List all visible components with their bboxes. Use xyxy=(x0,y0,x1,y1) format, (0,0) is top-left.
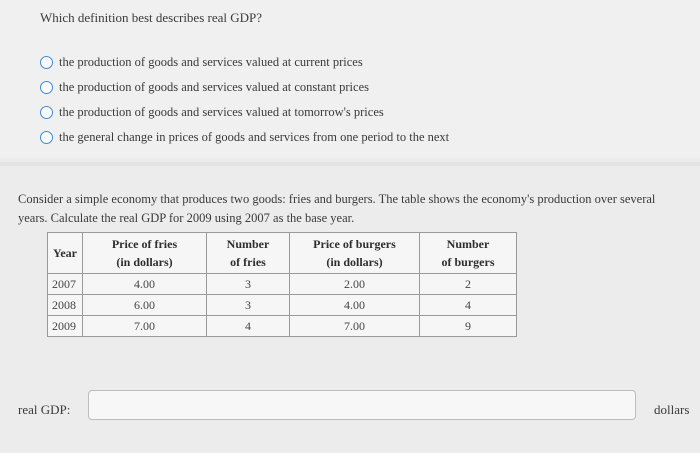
question-card xyxy=(0,0,700,158)
answer-options xyxy=(40,50,449,150)
cell-year: 2008 xyxy=(48,295,83,316)
cell-number-burgers: 4 xyxy=(420,295,517,316)
radio-button[interactable] xyxy=(40,81,53,94)
cell-price-fries: 4.00 xyxy=(83,274,207,295)
header-price-burgers: Price of burgers (in dollars) xyxy=(290,233,420,274)
question-text: Which definition best describes real GDP? xyxy=(40,10,263,25)
option-label: the production of goods and services valued at constant prices xyxy=(59,80,369,94)
section-divider xyxy=(0,162,700,166)
cell-price-burgers: 7.00 xyxy=(290,316,420,337)
cell-price-fries: 6.00 xyxy=(83,295,207,316)
radio-button[interactable] xyxy=(40,106,53,119)
cell-year: 2009 xyxy=(48,316,83,337)
cell-year: 2007 xyxy=(48,274,83,295)
cell-number-fries: 3 xyxy=(207,295,290,316)
radio-button[interactable] xyxy=(40,131,53,144)
table-row xyxy=(48,316,517,337)
header-price-fries: Price of fries (in dollars) xyxy=(83,233,207,274)
cell-price-fries: 7.00 xyxy=(83,316,207,337)
cell-number-burgers: 9 xyxy=(420,316,517,337)
table-row xyxy=(48,274,517,295)
option-constant-prices[interactable] xyxy=(40,75,449,100)
header-number-fries: Number of fries xyxy=(207,233,290,274)
option-current-prices[interactable] xyxy=(40,50,449,75)
cell-price-burgers: 4.00 xyxy=(290,295,420,316)
cell-price-burgers: 2.00 xyxy=(290,274,420,295)
table-row xyxy=(48,295,517,316)
option-label: the production of goods and services valued at tomorrow's prices xyxy=(59,105,384,119)
problem-statement: Consider a simple economy that produces two goods: fries and burgers. The table shows the economy's production over several years. Calculate the real GDP for 2009 using 2007 as the base year. xyxy=(18,192,656,225)
radio-button[interactable] xyxy=(40,56,53,69)
option-label: the production of goods and services valued at current prices xyxy=(59,55,363,69)
cell-number-fries: 4 xyxy=(207,316,290,337)
cell-number-fries: 3 xyxy=(207,274,290,295)
option-tomorrows-prices[interactable] xyxy=(40,100,449,125)
real-gdp-input[interactable] xyxy=(88,390,636,420)
option-label: the general change in prices of goods and services from one period to the next xyxy=(59,130,450,144)
real-gdp-label: real GDP: xyxy=(18,402,71,417)
production-table xyxy=(47,232,517,337)
header-year: Year xyxy=(48,233,83,274)
cell-number-burgers: 2 xyxy=(420,274,517,295)
header-number-burgers: Number of burgers xyxy=(420,233,517,274)
table-header-row xyxy=(48,233,517,274)
dollars-unit-label: dollars xyxy=(654,402,690,417)
option-general-change[interactable] xyxy=(40,125,449,150)
